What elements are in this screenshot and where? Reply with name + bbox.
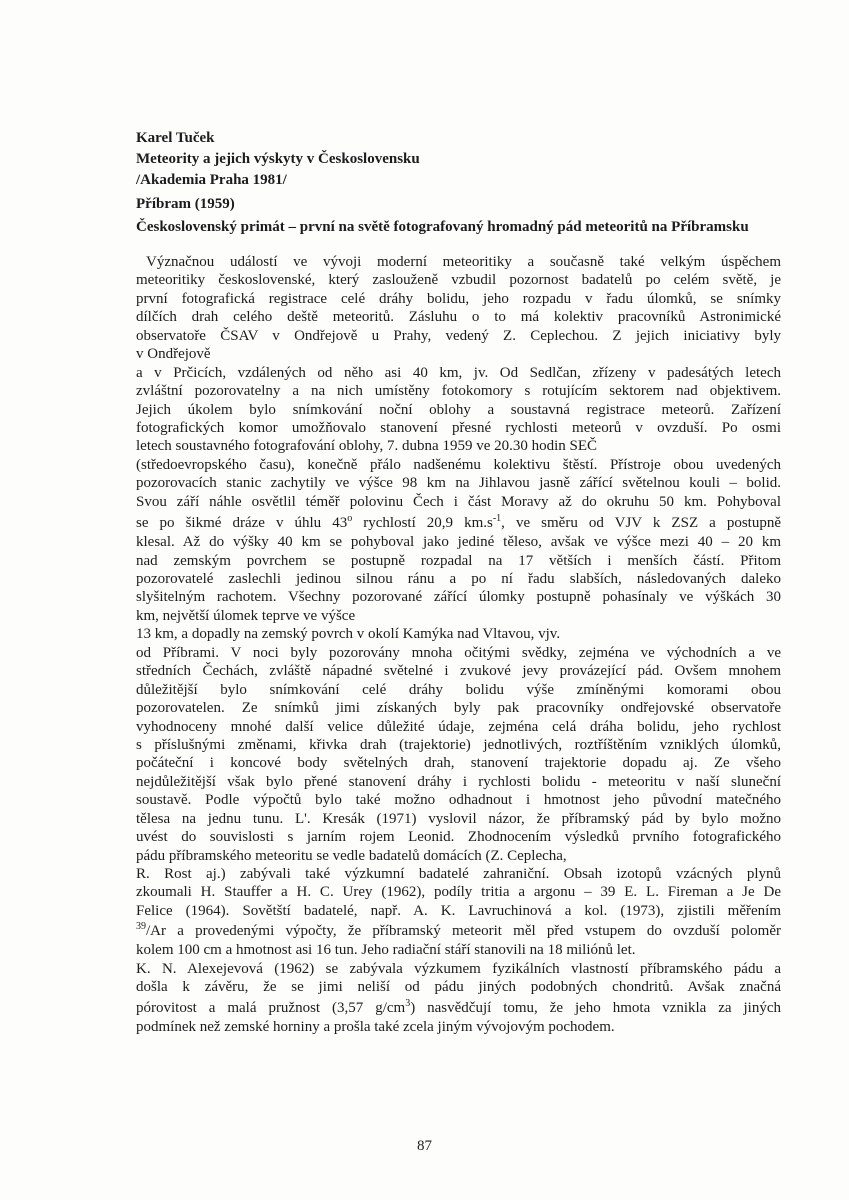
text-line: 13 km, a dopadly na zemský povrch v okolí Kamýka nad Vltavou, vjv. bbox=[136, 626, 561, 643]
text-line: uvést do souvislosti s jarním rojem Leonid. Zhodnocením výsledků prvního fotografického bbox=[136, 829, 781, 846]
text-line: první fotografická registrace celé dráhy bolidu, jeho rozpadu v řadu úlomků, se snímky bbox=[136, 290, 781, 307]
text-line bbox=[136, 920, 781, 941]
text-line: vyhodnoceny mnohé další velice důležité údaje, zejména celá dráha bolidu, jeho rychlost bbox=[136, 718, 781, 735]
text-fragment: rychlostí 20,9 km.s bbox=[352, 515, 493, 532]
text-line: Felice (1964). Sovětští badatelé, např. A. K. Lavruchinová a kol. (1973), zjistili měřením bbox=[136, 902, 781, 919]
text-line: klesal. Až do výšky 40 km se pohyboval jako jediné těleso, avšak ve výšce mezi 40 – 20 km bbox=[136, 534, 781, 551]
text-line: s příslušnými změnami, křivka drah (trajektorie) jednotlivých, roztříštěním vzniklých úlomků, bbox=[136, 736, 781, 753]
page-number: 87 bbox=[417, 1138, 432, 1154]
text-line: zkoumali H. Stauffer a H. C. Urey (1962), podíly tritia a argonu – 39 E. L. Fireman a Je De bbox=[136, 884, 781, 901]
text-fragment: , ve směru od VJV k ZSZ a postupně bbox=[501, 515, 782, 532]
superscript: -1 bbox=[492, 513, 502, 525]
document-header bbox=[136, 128, 776, 238]
text-fragment: /Ar a provedenými výpočty, že příbramský meteorit měl před vstupem do ovzduší poloměr bbox=[146, 923, 781, 940]
text-line: pozorovatelé zaslechli jedinou silnou ránu a po ní řadu slabších, následovaných daleko bbox=[136, 571, 781, 587]
text-line: dílčích drah celého deště meteoritů. Zásluhu o to má kolektiv pracovníků Astronimické bbox=[136, 309, 781, 326]
article-title: Československý primát – první na světě fotografovaný hromadný pád meteoritů na Příbramsku bbox=[136, 219, 749, 235]
text-line: zvláštní pozorovatelny a na nich umístěny fotokomory s rotujícím sektorem nad objektivem. bbox=[136, 383, 781, 400]
text-line: slyšitelným rachotem. Všechny pozorované zářící úlomky postupně pohasínaly ve výškách 30 bbox=[136, 589, 781, 606]
text-line: letech soustavného fotografování oblohy, 7. dubna 1959 ve 20.30 hodin SEČ bbox=[136, 438, 598, 455]
text-fragment: ) nasvědčují tomu, že jeho hmota vznikla za jiných bbox=[410, 999, 781, 1016]
publisher-line: /Akademia Praha 1981/ bbox=[136, 172, 287, 188]
text-line: nad zemským povrchem se postupně rozpadal na 17 větších i menších částí. Přitom bbox=[136, 552, 781, 569]
text-line: Svou září náhle osvětlil téměř polovinu Čech i část Moravy až do okruhu 50 km. Pohyboval bbox=[136, 493, 781, 510]
superscript: o bbox=[347, 513, 353, 525]
text-line: (středoevropského času), konečně přálo nadšenému kolektivu štěstí. Přístroje obou uvedených bbox=[136, 456, 781, 473]
text-line: nejdůležitější však bylo přené stanovení dráhy i rychlosti bolidu - meteoritu v naší sluneční bbox=[136, 773, 781, 790]
text-line: pozorovacích stanic zachytily ve výšce 98 km na Jihlavou jasně zářící světelnou kouli – bolid. bbox=[136, 475, 781, 492]
text-line: pádu příbramského meteoritu se vedle badatelů domácích (Z. Ceplecha, bbox=[136, 847, 567, 864]
book-title: Meteority a jejich výskyty v Československu bbox=[136, 151, 420, 167]
text-line bbox=[136, 997, 781, 1018]
text-line: počáteční i koncové body světelných drah, stanovení trajektorie dopadu aj. Ze všeho bbox=[136, 755, 781, 772]
text-line: středních Čechách, zvláště nápadné světelné i zvukové jevy provázející pád. Ovšem mnohem bbox=[136, 663, 781, 680]
text-line: od Příbrami. V noci byly pozorovány mnoha očitými svědky, zejména ve východních a ve bbox=[136, 644, 781, 661]
text-line: v Ondřejově bbox=[136, 346, 211, 363]
text-line: Význačnou událostí ve vývoji moderní meteoritiky a současně také velkým úspěchem bbox=[146, 254, 781, 270]
superscript: 39 bbox=[136, 921, 146, 933]
text-line: kolem 100 cm a hmotnost asi 16 tun. Jeho radiační stáří stanovili na 18 miliónů let. bbox=[136, 942, 636, 959]
text-line: podmínek než zemské horniny a prošla také zcela jiným vývojovým pochodem. bbox=[136, 1018, 615, 1035]
text-line: důležitější bylo snímkování celé dráhy bolidu výše zmíněnými komorami obou bbox=[136, 681, 781, 698]
author-name: Karel Tuček bbox=[136, 130, 215, 146]
text-line: fotografických komor umožňovalo stanovení přesné rychlosti meteorů v ovzduší. Po osmi bbox=[136, 419, 781, 436]
text-line: R. Rost aj.) zabývali také výzkumní badatelé zahraniční. Obsah izotopů vzácných plynů bbox=[136, 866, 781, 882]
text-line: Jejich úkolem bylo snímkování noční oblohy a soustavná registrace meteorů. Zařízení bbox=[136, 401, 781, 418]
superscript: 3 bbox=[405, 997, 411, 1009]
text-fragment: se po šikmé dráze v úhlu 43 bbox=[136, 515, 348, 532]
text-line: K. N. Alexejevová (1962) se zabývala výzkumem fyzikálních vlastností příbramského pádu a bbox=[136, 960, 781, 977]
text-line: došla k závěru, že se jimi neliší od pádu jiných podobných chondritů. Avšak značná bbox=[136, 979, 781, 996]
text-line: a v Prčicích, vzdálených od něho asi 40 km, jv. Od Sedlčan, zřízeny v padesátých letech bbox=[136, 364, 781, 381]
text-fragment: pórovitost a malá pružnost (3,57 g/cm bbox=[136, 999, 406, 1016]
text-line: soustavě. Podle výpočtů bylo také možno odhadnout i hmotnost jeho původní matečného bbox=[136, 792, 781, 809]
article-body bbox=[136, 253, 781, 1036]
text-line: tělesa na jednu tunu. L'. Kresák (1971) vyslovil názor, že příbramský pád by bylo možno bbox=[136, 810, 781, 827]
text-line bbox=[136, 511, 781, 533]
text-line: km, největší úlomek teprve ve výšce bbox=[136, 607, 356, 624]
section-heading: Příbram (1959) bbox=[136, 196, 235, 212]
text-line: pozorovatelen. Ze snímků jimi získaných byly pak pracovníky ondřejovské observatoře bbox=[136, 700, 781, 717]
text-line: meteoritiky československé, který zaslouženě vzbudil pozornost badatelů po celém světě, je bbox=[136, 272, 781, 289]
text-line: observatoře ČSAV v Ondřejově u Prahy, vedený Z. Ceplechou. Z jejich iniciativy byly bbox=[136, 327, 781, 344]
